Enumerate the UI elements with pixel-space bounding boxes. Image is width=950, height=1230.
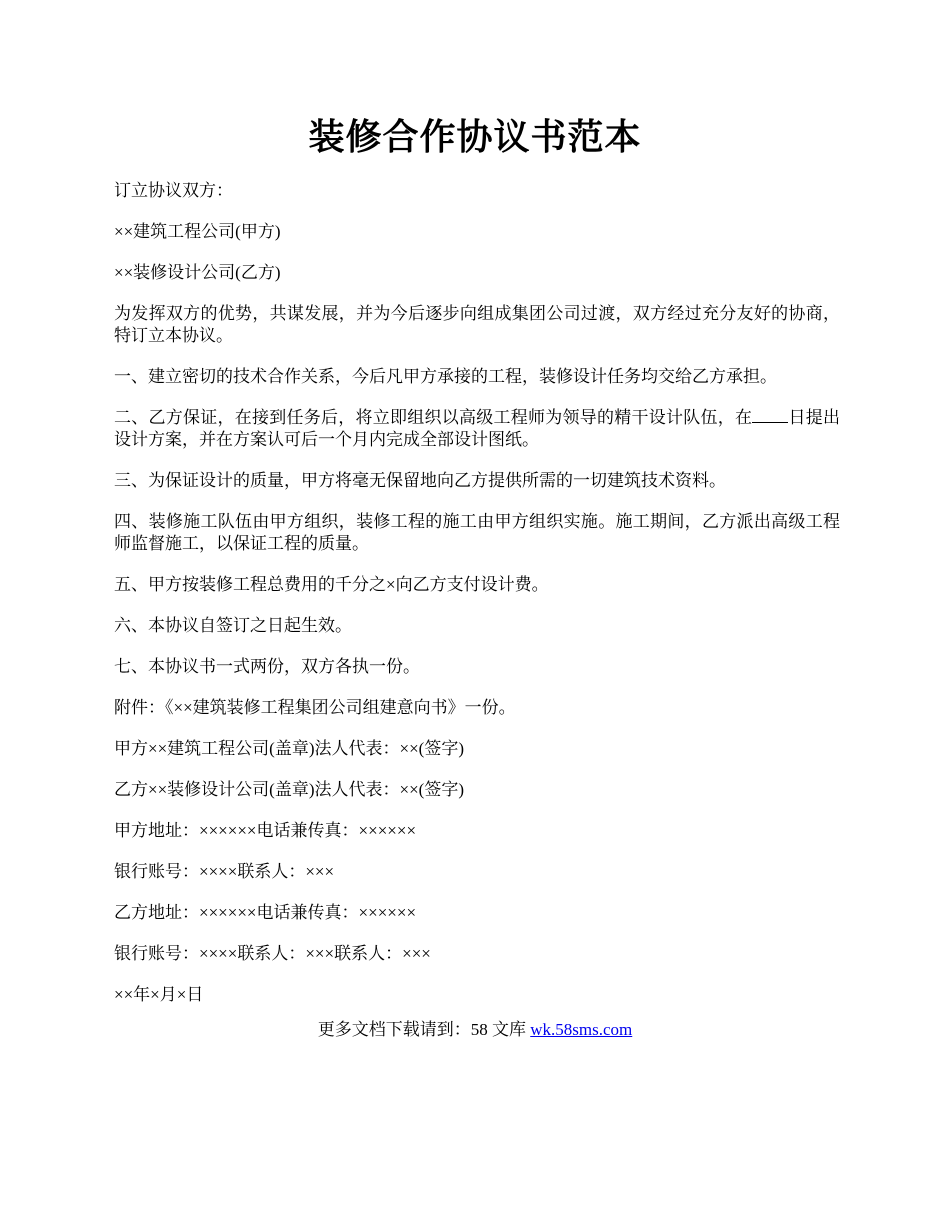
document-body xyxy=(114,180,840,1025)
paragraph-party-b-address: 乙方地址：××××××电话兼传真：×××××× xyxy=(114,903,417,922)
paragraph-party-a-address: 甲方地址：××××××电话兼传真：×××××× xyxy=(114,821,417,840)
paragraph-attachment: 附件：《××建筑装修工程集团公司组建意向书》一份。 xyxy=(114,698,516,717)
clause-2-part-2: 日提出设计方案，并在方案认可后一个月内完成全部设计图纸。 xyxy=(114,408,840,449)
paragraph-party-b-bank: 银行账号：××××联系人：×××联系人：××× xyxy=(114,944,431,963)
paragraph-party-b-signature: 乙方××装修设计公司(盖章)法人代表：××(签字) xyxy=(114,780,464,799)
paragraph-clause-7: 七、本协议书一式两份，双方各执一份。 xyxy=(114,657,420,676)
paragraph-clause-6: 六、本协议自签订之日起生效。 xyxy=(114,616,352,635)
paragraph-clause-3: 三、为保证设计的质量，甲方将毫无保留地向乙方提供所需的一切建筑技术资料。 xyxy=(114,471,726,490)
clause-2-part-1: 二、乙方保证，在接到任务后，将立即组织以高级工程师为领导的精干设计队伍，在 xyxy=(114,408,753,427)
footer xyxy=(0,1019,950,1041)
paragraph-clause-1: 一、建立密切的技术合作关系，今后凡甲方承接的工程，装修设计任务均交给乙方承担。 xyxy=(114,367,777,386)
paragraph-clause-5: 五、甲方按装修工程总费用的千分之×向乙方支付设计费。 xyxy=(114,575,549,594)
paragraph-party-a: ××建筑工程公司(甲方) xyxy=(114,222,281,241)
footer-link[interactable]: wk.58sms.com xyxy=(530,1020,633,1039)
paragraph-party-a-signature: 甲方××建筑工程公司(盖章)法人代表：××(签字) xyxy=(114,739,464,758)
paragraph-date: ××年×月×日 xyxy=(114,985,204,1004)
paragraph-preamble: 为发挥双方的优势，共谋发展，并为今后逐步向组成集团公司过渡，双方经过充分友好的协商，特订立本协议。 xyxy=(114,304,840,345)
paragraph-party-b: ××装修设计公司(乙方) xyxy=(114,263,281,282)
fill-in-blank xyxy=(752,407,788,423)
document-title: 装修合作协议书范本 xyxy=(308,117,642,157)
paragraph-clause-2 xyxy=(114,407,840,451)
paragraph-clause-4: 四、装修施工队伍由甲方组织，装修工程的施工由甲方组织实施。施工期间，乙方派出高级工程师监督施工，以保证工程的质量。 xyxy=(114,512,840,553)
footer-text: 更多文档下载请到：58 文库 xyxy=(317,1020,531,1039)
paragraph-party-a-bank: 银行账号：××××联系人：××× xyxy=(114,862,335,881)
paragraph-parties-heading: 订立协议双方： xyxy=(114,181,233,200)
